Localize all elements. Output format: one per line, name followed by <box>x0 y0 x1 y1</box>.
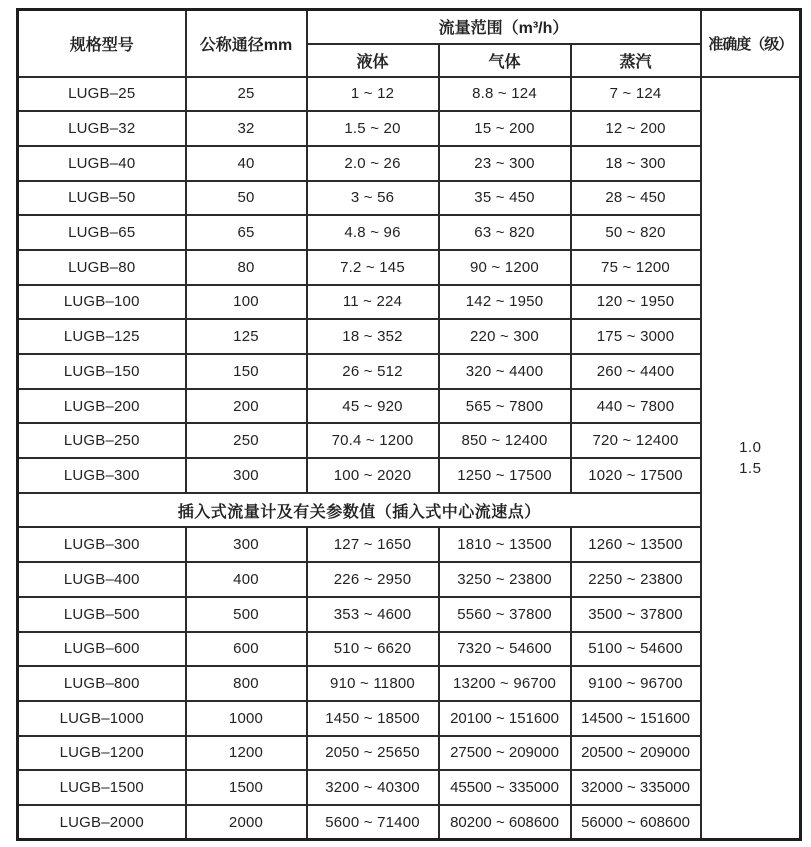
gas-cell: 5560 ~ 37800 <box>439 597 571 632</box>
model-cell: LUGB–300 <box>18 458 186 493</box>
dn-cell: 100 <box>186 285 307 320</box>
steam-cell: 32000 ~ 335000 <box>571 770 701 805</box>
table-row <box>18 146 801 181</box>
dn-cell: 32 <box>186 111 307 146</box>
liquid-cell: 1.5 ~ 20 <box>307 111 439 146</box>
steam-cell: 56000 ~ 608600 <box>571 805 701 840</box>
steam-cell: 20500 ~ 209000 <box>571 736 701 771</box>
steam-cell: 18 ~ 300 <box>571 146 701 181</box>
table-header <box>18 10 801 77</box>
gas-cell: 80200 ~ 608600 <box>439 805 571 840</box>
dn-cell: 1500 <box>186 770 307 805</box>
liquid-cell: 100 ~ 2020 <box>307 458 439 493</box>
model-cell: LUGB–2000 <box>18 805 186 840</box>
model-cell: LUGB–500 <box>18 597 186 632</box>
model-cell: LUGB–300 <box>18 527 186 562</box>
dn-cell: 125 <box>186 319 307 354</box>
table-row <box>18 770 801 805</box>
table-row <box>18 77 801 112</box>
liquid-cell: 2050 ~ 25650 <box>307 736 439 771</box>
accuracy-value: 1.0 <box>739 438 762 456</box>
dn-cell: 1000 <box>186 701 307 736</box>
liquid-cell: 45 ~ 920 <box>307 389 439 424</box>
dn-cell: 80 <box>186 250 307 285</box>
steam-cell: 5100 ~ 54600 <box>571 632 701 667</box>
model-cell: LUGB–50 <box>18 181 186 216</box>
gas-cell: 3250 ~ 23800 <box>439 562 571 597</box>
table-row <box>18 111 801 146</box>
table-row <box>18 215 801 250</box>
gas-cell: 1250 ~ 17500 <box>439 458 571 493</box>
steam-cell: 440 ~ 7800 <box>571 389 701 424</box>
liquid-cell: 353 ~ 4600 <box>307 597 439 632</box>
dn-cell: 65 <box>186 215 307 250</box>
gas-cell: 13200 ~ 96700 <box>439 666 571 701</box>
liquid-cell: 510 ~ 6620 <box>307 632 439 667</box>
section-separator-label: 插入式流量计及有关参数值（插入式中心流速点） <box>18 493 701 528</box>
table-row <box>18 423 801 458</box>
model-cell: LUGB–40 <box>18 146 186 181</box>
table-row <box>18 354 801 389</box>
liquid-cell: 226 ~ 2950 <box>307 562 439 597</box>
table-row <box>18 181 801 216</box>
steam-cell: 50 ~ 820 <box>571 215 701 250</box>
liquid-cell: 5600 ~ 71400 <box>307 805 439 840</box>
header-liquid: 液体 <box>307 44 439 77</box>
dn-cell: 400 <box>186 562 307 597</box>
table-row <box>18 666 801 701</box>
gas-cell: 1810 ~ 13500 <box>439 527 571 562</box>
steam-cell: 9100 ~ 96700 <box>571 666 701 701</box>
header-accuracy: 准确度（级） <box>701 10 801 77</box>
steam-cell: 7 ~ 124 <box>571 77 701 112</box>
header-steam: 蒸汽 <box>571 44 701 77</box>
gas-cell: 35 ~ 450 <box>439 181 571 216</box>
model-cell: LUGB–1500 <box>18 770 186 805</box>
steam-cell: 2250 ~ 23800 <box>571 562 701 597</box>
header-spec-model: 规格型号 <box>18 10 186 77</box>
flow-range-spec-table <box>16 8 802 841</box>
table-row <box>18 597 801 632</box>
model-cell: LUGB–125 <box>18 319 186 354</box>
table-row <box>18 701 801 736</box>
gas-cell: 90 ~ 1200 <box>439 250 571 285</box>
table-row <box>18 458 801 493</box>
section-separator-row <box>18 493 801 528</box>
table-body <box>18 77 801 840</box>
model-cell: LUGB–200 <box>18 389 186 424</box>
steam-cell: 260 ~ 4400 <box>571 354 701 389</box>
accuracy-value-cell <box>701 77 801 840</box>
header-flow-range: 流量范围（m³/h） <box>307 10 701 44</box>
model-cell: LUGB–400 <box>18 562 186 597</box>
dn-cell: 2000 <box>186 805 307 840</box>
liquid-cell: 11 ~ 224 <box>307 285 439 320</box>
gas-cell: 320 ~ 4400 <box>439 354 571 389</box>
model-cell: LUGB–25 <box>18 77 186 112</box>
steam-cell: 14500 ~ 151600 <box>571 701 701 736</box>
liquid-cell: 18 ~ 352 <box>307 319 439 354</box>
dn-cell: 300 <box>186 458 307 493</box>
table-row <box>18 805 801 840</box>
gas-cell: 27500 ~ 209000 <box>439 736 571 771</box>
liquid-cell: 7.2 ~ 145 <box>307 250 439 285</box>
steam-cell: 75 ~ 1200 <box>571 250 701 285</box>
dn-cell: 500 <box>186 597 307 632</box>
gas-cell: 142 ~ 1950 <box>439 285 571 320</box>
liquid-cell: 4.8 ~ 96 <box>307 215 439 250</box>
gas-cell: 23 ~ 300 <box>439 146 571 181</box>
table-row <box>18 250 801 285</box>
table-row <box>18 389 801 424</box>
dn-cell: 50 <box>186 181 307 216</box>
liquid-cell: 2.0 ~ 26 <box>307 146 439 181</box>
model-cell: LUGB–1000 <box>18 701 186 736</box>
liquid-cell: 1 ~ 12 <box>307 77 439 112</box>
gas-cell: 850 ~ 12400 <box>439 423 571 458</box>
liquid-cell: 3 ~ 56 <box>307 181 439 216</box>
liquid-cell: 70.4 ~ 1200 <box>307 423 439 458</box>
model-cell: LUGB–250 <box>18 423 186 458</box>
steam-cell: 3500 ~ 37800 <box>571 597 701 632</box>
dn-cell: 1200 <box>186 736 307 771</box>
steam-cell: 1020 ~ 17500 <box>571 458 701 493</box>
gas-cell: 8.8 ~ 124 <box>439 77 571 112</box>
model-cell: LUGB–65 <box>18 215 186 250</box>
gas-cell: 20100 ~ 151600 <box>439 701 571 736</box>
accuracy-value: 1.5 <box>739 459 762 477</box>
gas-cell: 63 ~ 820 <box>439 215 571 250</box>
table-row <box>18 562 801 597</box>
liquid-cell: 26 ~ 512 <box>307 354 439 389</box>
table-row <box>18 285 801 320</box>
model-cell: LUGB–150 <box>18 354 186 389</box>
model-cell: LUGB–800 <box>18 666 186 701</box>
dn-cell: 25 <box>186 77 307 112</box>
table-row <box>18 319 801 354</box>
liquid-cell: 127 ~ 1650 <box>307 527 439 562</box>
steam-cell: 1260 ~ 13500 <box>571 527 701 562</box>
dn-cell: 600 <box>186 632 307 667</box>
liquid-cell: 910 ~ 11800 <box>307 666 439 701</box>
model-cell: LUGB–600 <box>18 632 186 667</box>
table-row <box>18 632 801 667</box>
gas-cell: 220 ~ 300 <box>439 319 571 354</box>
dn-cell: 200 <box>186 389 307 424</box>
dn-cell: 250 <box>186 423 307 458</box>
steam-cell: 175 ~ 3000 <box>571 319 701 354</box>
model-cell: LUGB–32 <box>18 111 186 146</box>
model-cell: LUGB–80 <box>18 250 186 285</box>
header-row-1 <box>18 10 801 44</box>
dn-cell: 300 <box>186 527 307 562</box>
table-row <box>18 527 801 562</box>
model-cell: LUGB–1200 <box>18 736 186 771</box>
model-cell: LUGB–100 <box>18 285 186 320</box>
gas-cell: 15 ~ 200 <box>439 111 571 146</box>
liquid-cell: 3200 ~ 40300 <box>307 770 439 805</box>
steam-cell: 12 ~ 200 <box>571 111 701 146</box>
dn-cell: 150 <box>186 354 307 389</box>
dn-cell: 40 <box>186 146 307 181</box>
steam-cell: 120 ~ 1950 <box>571 285 701 320</box>
header-nominal-diameter: 公称通径mm <box>186 10 307 77</box>
steam-cell: 28 ~ 450 <box>571 181 701 216</box>
dn-cell: 800 <box>186 666 307 701</box>
steam-cell: 720 ~ 12400 <box>571 423 701 458</box>
gas-cell: 45500 ~ 335000 <box>439 770 571 805</box>
table-row <box>18 736 801 771</box>
liquid-cell: 1450 ~ 18500 <box>307 701 439 736</box>
gas-cell: 7320 ~ 54600 <box>439 632 571 667</box>
gas-cell: 565 ~ 7800 <box>439 389 571 424</box>
header-gas: 气体 <box>439 44 571 77</box>
